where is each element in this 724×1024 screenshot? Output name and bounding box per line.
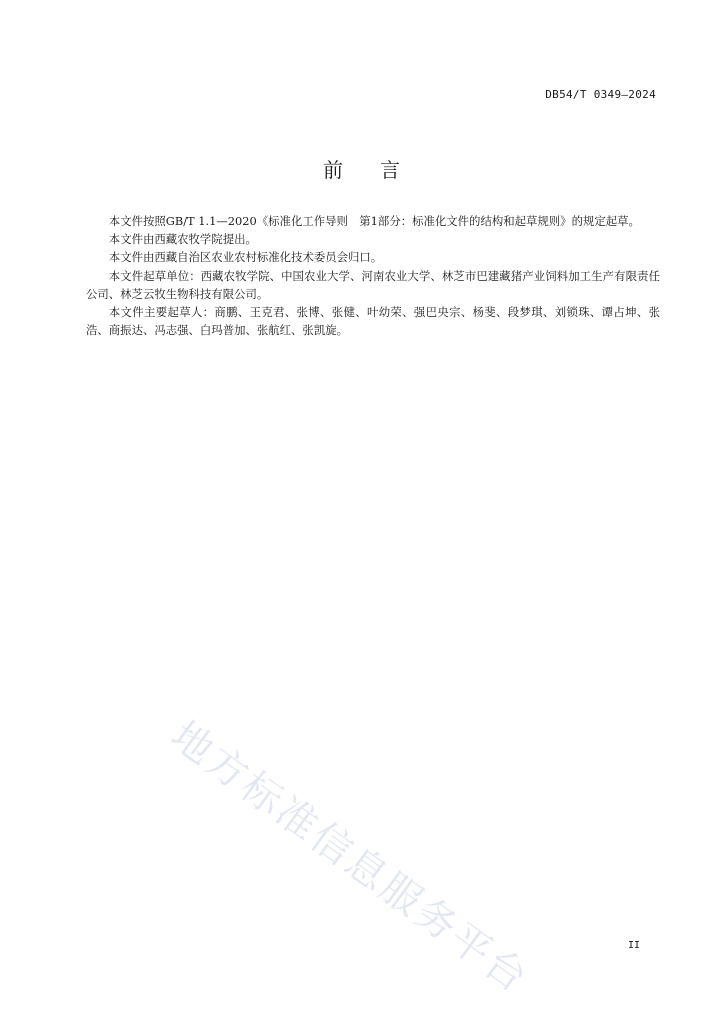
paragraph-drafting-rule: 本文件按照GB/T 1.1—2020《标准化工作导则 第1部分：标准化文件的结构和起草规则》的规定起草。 bbox=[108, 214, 640, 228]
page-number: II bbox=[627, 940, 640, 951]
title-char-2: 言 bbox=[380, 158, 401, 182]
document-code: DB54/T 0349—2024 bbox=[545, 88, 656, 101]
paragraph-drafters: 本文件主要起草人：商鹏、王克君、张博、张健、叶幼荣、强巴央宗、杨斐、段梦琪、刘锁珠、谭占坤、张浩、商振达、冯志强、白玛普加、张航红、张凯旋。 bbox=[86, 305, 660, 338]
paragraph-proposer: 本文件由西藏农牧学院提出。 bbox=[108, 232, 257, 247]
watermark: 地方标准信息服务平台 bbox=[162, 712, 538, 1003]
paragraph-drafting-units: 本文件起草单位：西藏农牧学院、中国农业大学、河南农业大学、林芝市巴建藏猪产业饲料加工生产有限责任公司、林芝云牧生物科技有限公司。 bbox=[86, 268, 660, 301]
page-title bbox=[0, 154, 724, 183]
title-char-1: 前 bbox=[323, 158, 344, 182]
paragraph-administrator: 本文件由西藏自治区农业农村标准化技术委员会归口。 bbox=[108, 250, 383, 265]
foreword-body bbox=[86, 212, 660, 339]
